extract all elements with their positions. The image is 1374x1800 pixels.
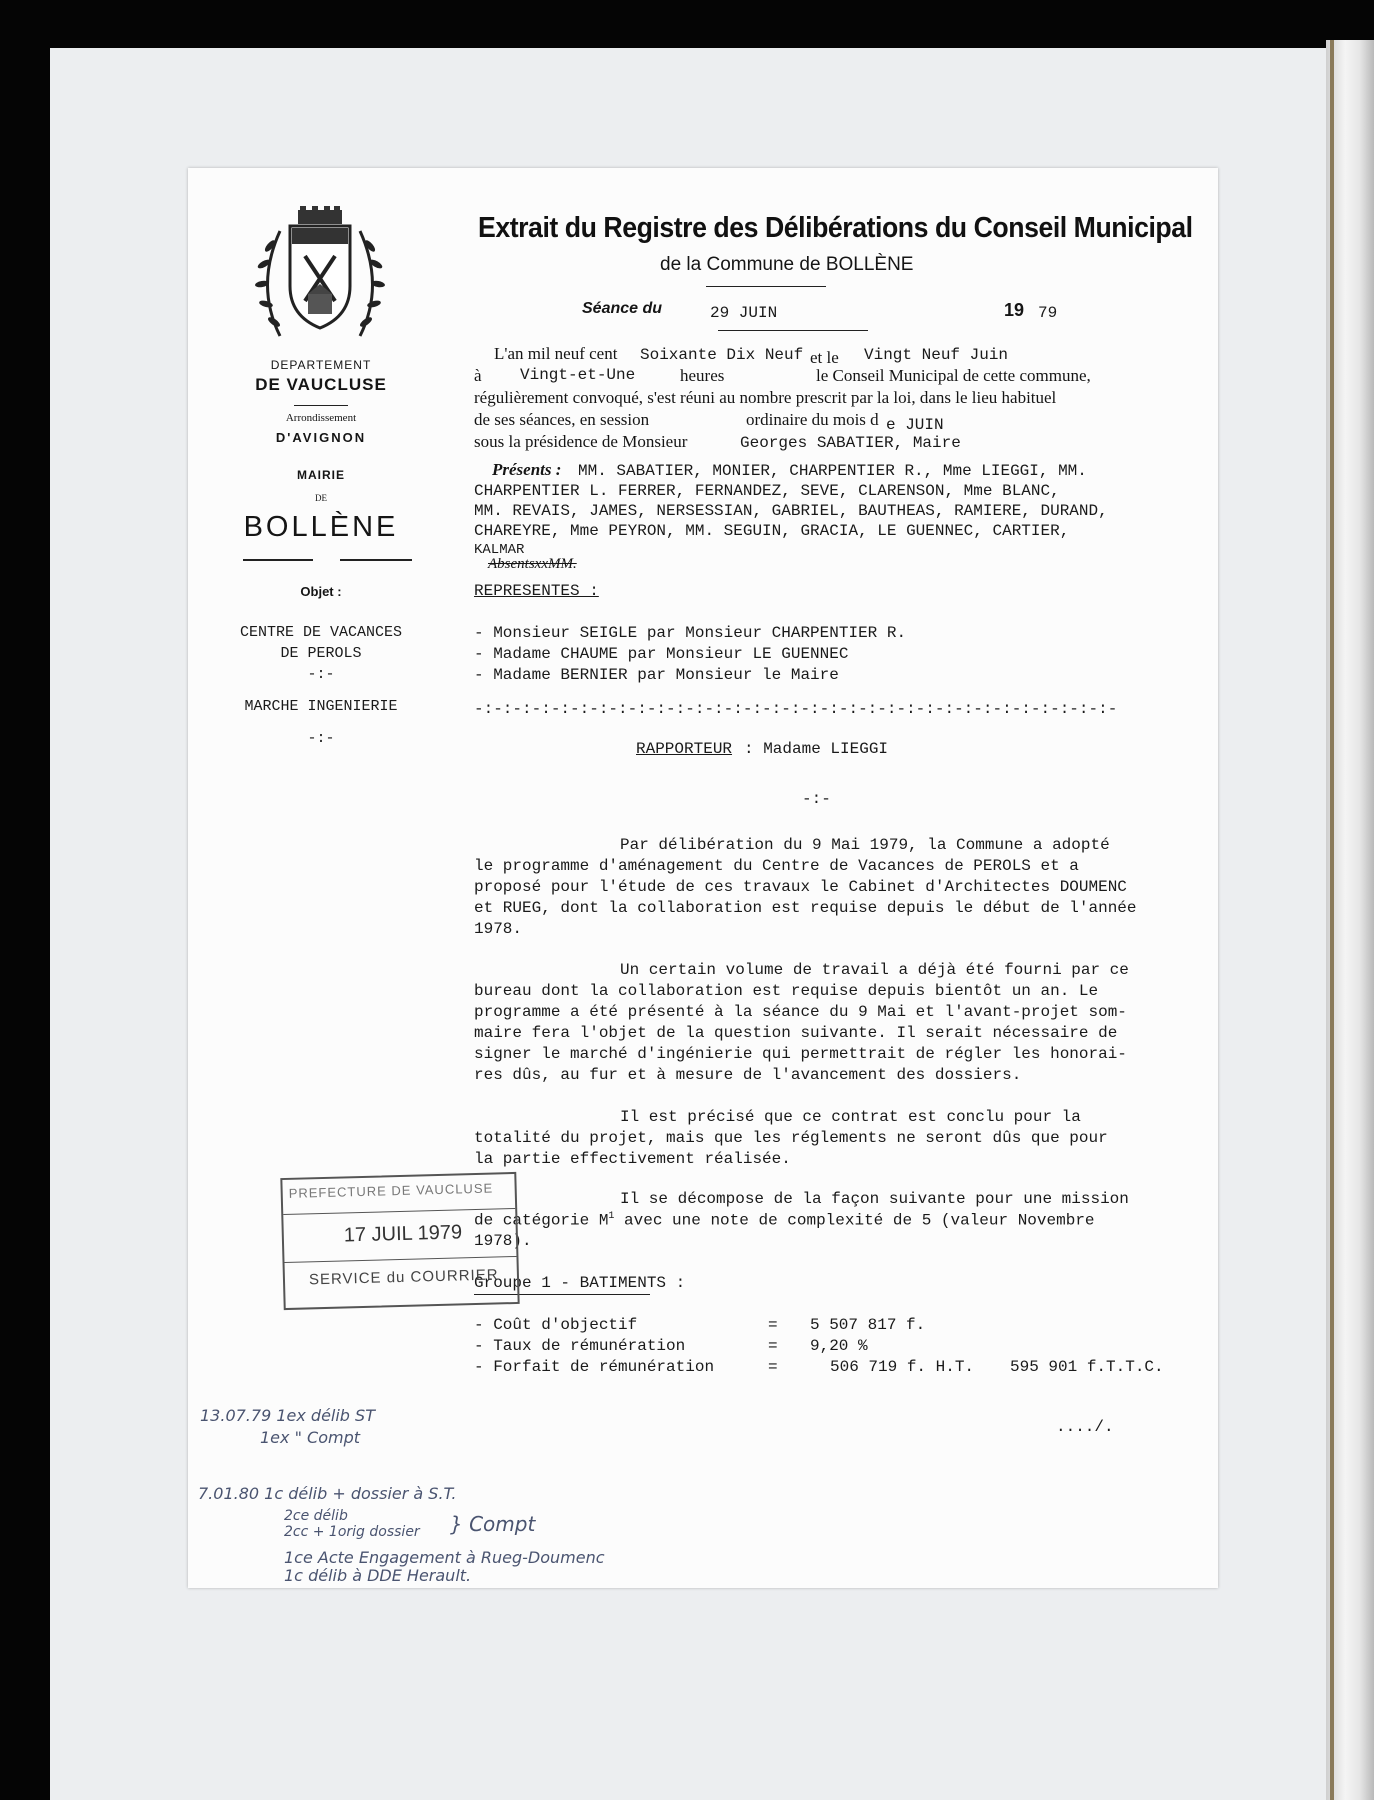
department-name: DE VAUCLUSE bbox=[255, 375, 387, 394]
handwritten-note: 1ex " Compt bbox=[260, 1428, 360, 1447]
presents-line: CHAREYRE, Mme PEYRON, MM. SEGUIN, GRACIA, LE GUENNEC, CARTIER, bbox=[474, 522, 1070, 540]
divider bbox=[294, 405, 348, 406]
representes-label: REPRESENTES : bbox=[474, 582, 599, 600]
paragraph-line: programme a été présenté à la séance du 9 Mai et l'avant-projet som- bbox=[474, 1003, 1127, 1021]
handwritten-note: 1ce Acte Engagement à Rueg-Doumenc bbox=[284, 1548, 605, 1567]
stamp-divider bbox=[285, 1256, 517, 1263]
document-subtitle: de la Commune de BOLLÈNE bbox=[660, 254, 914, 275]
stamp-divider bbox=[283, 1208, 515, 1215]
groupe-row-label: - Taux de rémunération bbox=[474, 1337, 686, 1355]
presents-line: CHARPENTIER L. FERRER, FERNANDEZ, SEVE, CLARENSON, Mme BLANC, bbox=[474, 482, 1060, 500]
town-underline-right bbox=[340, 559, 412, 561]
complexite-text: avec une note de complexité de 5 (valeur Novembre bbox=[614, 1211, 1095, 1230]
intro-value: Georges SABATIER, Maire bbox=[740, 434, 961, 452]
objet-label: Objet : bbox=[300, 584, 342, 599]
categorie-superscript: 1 bbox=[608, 1211, 615, 1222]
representes-item: - Monsieur SEIGLE par Monsieur CHARPENTIER R. bbox=[474, 624, 907, 642]
groupe-row-label: - Forfait de rémunération bbox=[474, 1358, 715, 1376]
document-page bbox=[188, 168, 1218, 1588]
handwritten-note: 7.01.80 1c délib + dossier à S.T. bbox=[198, 1484, 457, 1503]
paragraph-line bbox=[474, 1211, 1095, 1229]
year-suffix: 79 bbox=[1038, 304, 1058, 322]
paragraph-line: 1978. bbox=[474, 920, 523, 938]
mairie-de: DE bbox=[315, 493, 327, 503]
paragraph-line: proposé pour l'étude de ces travaux le Cabinet d'Architectes DOUMENC bbox=[474, 878, 1127, 896]
handwritten-note: } Compt bbox=[450, 1512, 536, 1536]
presents-line: MM. SABATIER, MONIER, CHARPENTIER R., Mme LIEGGI, MM. bbox=[578, 462, 1087, 480]
paragraph-line: Il est précisé que ce contrat est conclu pour la bbox=[620, 1108, 1081, 1126]
intro-text: ordinaire du mois d bbox=[746, 410, 879, 429]
rapporteur-separator: -:- bbox=[802, 790, 831, 808]
arrondissement-label: Arrondissement bbox=[285, 412, 357, 424]
seance-date: 29 JUIN bbox=[710, 304, 778, 322]
rapporteur-name: : Madame LIEGGI bbox=[744, 740, 889, 758]
groupe-row-eq: = bbox=[768, 1316, 778, 1334]
objet-line: DE PEROLS bbox=[280, 645, 362, 662]
stamp-date: 17 JUIL 1979 bbox=[343, 1221, 463, 1247]
paragraph-line: res dûs, au fur et à mesure de l'avancement des dossiers. bbox=[474, 1066, 1022, 1084]
representes-item: - Madame BERNIER par Monsieur le Maire bbox=[474, 666, 839, 684]
groupe-row-label: - Coût d'objectif bbox=[474, 1316, 638, 1334]
paragraph-line: Par délibération du 9 Mai 1979, la Commune a adopté bbox=[620, 836, 1110, 854]
objet-line: -:- bbox=[307, 730, 335, 747]
seance-label: Séance du bbox=[582, 300, 663, 317]
paragraph-line: 1978). bbox=[474, 1232, 532, 1250]
presents-line: KALMAR bbox=[474, 542, 525, 558]
handwritten-note: 2cc + 1orig dossier bbox=[284, 1524, 420, 1540]
seance-rule bbox=[718, 330, 868, 331]
binder-spine-line bbox=[1330, 40, 1334, 1800]
paragraph-line: et RUEG, dont la collaboration est requise depuis le début de l'année bbox=[474, 899, 1137, 917]
town-name: BOLLÈNE bbox=[243, 511, 399, 543]
handwritten-note: 1c délib à DDE Herault. bbox=[284, 1566, 472, 1585]
paragraph-line: la partie effectivement réalisée. bbox=[474, 1150, 791, 1168]
intro-text: heures bbox=[680, 366, 725, 385]
intro-text: L'an mil neuf cent bbox=[494, 344, 618, 363]
handwritten-note: 2ce délib bbox=[284, 1508, 348, 1524]
town-underline-left bbox=[243, 559, 313, 561]
paragraph-line: totalité du projet, mais que les réglements ne seront dûs que pour bbox=[474, 1129, 1108, 1147]
paragraph-line: Il se décompose de la façon suivante pour une mission bbox=[620, 1190, 1129, 1208]
department-label: DEPARTEMENT bbox=[270, 358, 372, 372]
intro-text: le Conseil Municipal de cette commune, bbox=[816, 366, 1091, 385]
year-prefix: 19 bbox=[1004, 300, 1025, 320]
paragraph-line: Un certain volume de travail a déjà été fourni par ce bbox=[620, 961, 1129, 979]
groupe-row-ttc: 595 901 f.T.T.C. bbox=[1010, 1358, 1164, 1376]
absents-struck: AbsentsxxMM. bbox=[488, 556, 577, 572]
paragraph-line: signer le marché d'ingénierie qui permettrait de régler les honorai- bbox=[474, 1045, 1127, 1063]
intro-text: de ses séances, en session bbox=[474, 410, 650, 429]
intro-value: Vingt-et-Une bbox=[520, 366, 636, 384]
paragraph-line: maire fera l'objet de la question suivante. Il serait nécessaire de bbox=[474, 1024, 1118, 1042]
objet-line: CENTRE DE VACANCES bbox=[239, 624, 403, 641]
paragraph-line: le programme d'aménagement du Centre de Vacances de PEROLS et a bbox=[474, 857, 1079, 875]
groupe-row-eq: = bbox=[768, 1337, 778, 1355]
received-stamp bbox=[280, 1172, 519, 1310]
intro-value: Vingt Neuf Juin bbox=[864, 346, 1009, 364]
intro-text: sous la présidence de Monsieur bbox=[474, 432, 688, 451]
subtitle-rule bbox=[706, 286, 826, 287]
presents-line: MM. REVAIS, JAMES, NERSESSIAN, GABRIEL, BAUTHEAS, RAMIERE, DURAND, bbox=[474, 502, 1108, 520]
representes-item: - Madame CHAUME par Monsieur LE GUENNEC bbox=[474, 645, 849, 663]
paragraph-line: bureau dont la collaboration est requise depuis bientôt un an. Le bbox=[474, 982, 1099, 1000]
categorie-text: de catégorie M bbox=[474, 1211, 609, 1230]
presents-label: Présents : bbox=[492, 460, 562, 479]
objet-line: MARCHE INGENIERIE bbox=[244, 698, 398, 715]
stamp-header: PREFECTURE DE VAUCLUSE bbox=[288, 1180, 494, 1201]
continued-marker: ..../. bbox=[1056, 1418, 1114, 1436]
intro-text: régulièrement convoqué, s'est réuni au nombre prescrit par la loi, dans le lieu habituel bbox=[474, 388, 1057, 407]
objet-line: -:- bbox=[307, 666, 335, 683]
intro-value: Soixante Dix Neuf bbox=[640, 346, 804, 364]
document-title: Extrait du Registre des Délibérations du Conseil Municipal bbox=[478, 212, 1193, 244]
separator-line: -:-:-:-:-:-:-:-:-:-:-:-:-:-:-:-:-:-:-:-:-:-:-:-:-:-:-:-:-:-:-:-:-:- bbox=[474, 700, 1118, 718]
intro-text: et le bbox=[810, 348, 839, 367]
mairie-label: MAIRIE bbox=[297, 468, 345, 482]
intro-value: e JUIN bbox=[886, 416, 944, 434]
groupe-label: Groupe 1 - BATIMENTS : bbox=[474, 1274, 686, 1292]
handwritten-note: 13.07.79 1ex délib ST bbox=[200, 1406, 375, 1425]
arrondissement-name: D'AVIGNON bbox=[275, 430, 367, 445]
coat-of-arms-icon bbox=[250, 206, 390, 346]
intro-text: à bbox=[474, 366, 482, 385]
groupe-row-value: 506 719 f. H.T. bbox=[830, 1358, 975, 1376]
groupe-row-value: 9,20 % bbox=[810, 1337, 868, 1355]
groupe-row-eq: = bbox=[768, 1358, 778, 1376]
groupe-row-value: 5 507 817 f. bbox=[810, 1316, 926, 1334]
stamp-service: SERVICE du COURRIER bbox=[308, 1266, 499, 1289]
rapporteur-label: RAPPORTEUR bbox=[636, 740, 733, 758]
